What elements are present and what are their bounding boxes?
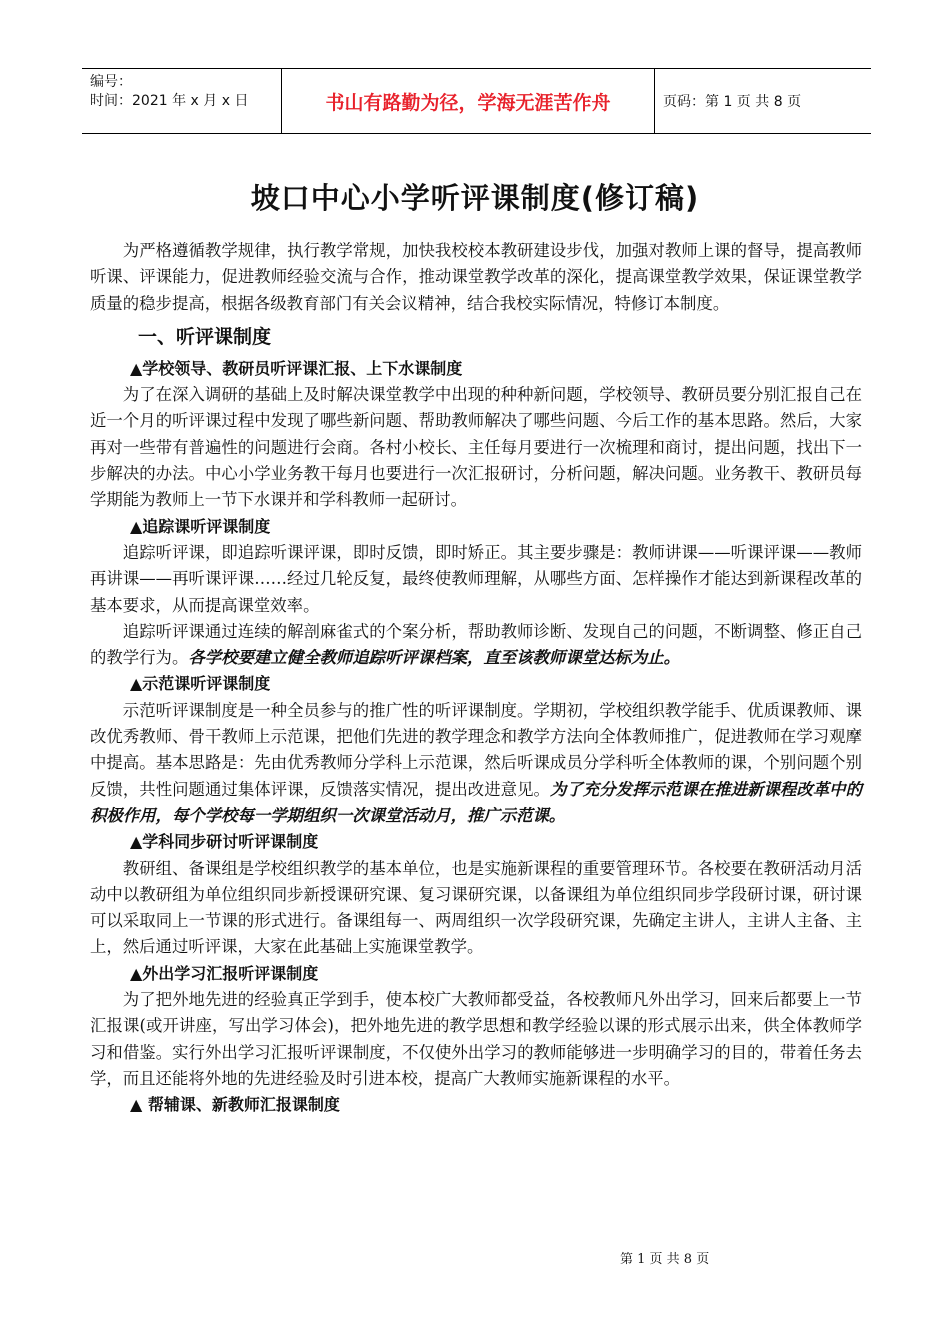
subsection-heading: ▲外出学习汇报听评课制度 — [130, 963, 319, 983]
header-page-info: 页码：第 1 页 共 8 页 — [663, 94, 802, 110]
subsection-heading: ▲学科同步研讨听评课制度 — [130, 832, 319, 852]
document-body — [90, 238, 862, 1119]
document-number-label: 编号： — [90, 74, 132, 90]
document-time-label: 时间：2021 年 x 月 x 日 — [90, 93, 249, 109]
paragraph — [90, 619, 862, 672]
paragraph-text: 追踪听评课通过连续的解剖麻雀式的个案分析，帮助教师诊断、发现自己的问题，不断调整、修正自己的教学行为。 — [90, 621, 862, 668]
page-footer: 第 1 页 共 8 页 — [620, 1252, 710, 1267]
paragraph-text: 示范听评课制度是一种全员参与的推广性的听评课制度。学期初，学校组织教学能手、优质课教师、课改优秀教师、骨干教师上示范课，把他们先进的教学理念和教学方法向全体教师推广，促进教师在学习观摩中提高。基本思路是：先由优秀教师分学科上示范课，然后听课成员分学科听全体教师的课，个别问题个别反馈，共性问题通过集体评课，反馈落实情况，提出改进意见。 — [90, 700, 862, 799]
paragraph: 为了把外地先进的经验真正学到手，使本校广大教师都受益，各校教师凡外出学习，回来后都要上一节汇报课(或开讲座，写出学习体会)，把外地先进的教学思想和教学经验以课的形式展示出来，供全体教师学习和借鉴。实行外出学习汇报听评课制度，不仅使外出学习的教师能够进一步明确学习的目的，带着任务去学，而且还能将外地的先进经验及时引进本校，提高广大教师实施新课程的水平。 — [90, 990, 862, 1088]
paragraph: 为了在深入调研的基础上及时解决课堂教学中出现的种种新问题，学校领导、教研员要分别汇报自己在近一个月的听评课过程中发现了哪些新问题、帮助教师解决了哪些问题、今后工作的基本思路。然后，大家再对一些带有普遍性的问题进行会商。各村小校长、主任每月要进行一次梳理和商讨，提出问题，找出下一步解决的办法。中心小学业务教干每月也要进行一次汇报研讨，分析问题，解决问题。业务教干、教研员每学期能为教师上一节下水课并和学科教师一起研讨。 — [90, 385, 862, 510]
emphasis-text: 各学校要建立健全教师追踪听评课档案，直至该教师课堂达标为止。 — [188, 648, 681, 668]
paragraph: 追踪听评课，即追踪听课评课，即时反馈，即时矫正。其主要步骤是：教师讲课——听课评课——教师再讲课——再听课评课……经过几轮反复，最终使教师理解，从哪些方面、怎样操作才能达到新课程改革的基本要求，从而提高课堂效率。 — [90, 542, 862, 615]
subsection-heading: ▲追踪课听评课制度 — [130, 516, 271, 536]
intro-paragraph: 为严格遵循教学规律，执行教学常规，加快我校校本教研建设步伐，加强对教师上课的督导，提高教师听课、评课能力，促进教师经验交流与合作，推动课堂教学改革的深化，提高课堂教学效果，保证课堂教学质量的稳步提高，根据各级教育部门有关会议精神，结合我校实际情况，特修订本制度。 — [90, 241, 862, 313]
subsection-heading: ▲学校领导、教研员听评课汇报、上下水课制度 — [130, 358, 463, 378]
paragraph: 教研组、备课组是学校组织教学的基本单位，也是实施新课程的重要管理环节。各校要在教研活动月活动中以教研组为单位组织同步新授课研究课、复习课研究课，以备课组为单位组织同步学段研讨课，研讨课可以采取同上一节课的形式进行。备课组每一、两周组织一次学段研究课，先确定主讲人，主讲人主备、主上，然后通过听评课，大家在此基础上实施课堂教学。 — [90, 858, 862, 957]
page-title: 坡口中心小学听评课制度(修订稿) — [250, 181, 700, 215]
emphasis-text: 为了充分发挥示范课在推进新课程改革中的积极作用，每个学校每一学期组织一次课堂活动月，推广示范课。 — [90, 779, 863, 825]
paragraph — [90, 698, 862, 829]
page-header — [82, 68, 871, 134]
header-meta — [82, 69, 282, 133]
subsection-heading: ▲ 帮辅课、新教师汇报课制度 — [130, 1095, 340, 1115]
subsection-heading: ▲示范课听评课制度 — [130, 674, 271, 694]
header-motto: 书山有路勤为径，学海无涯苦作舟 — [282, 69, 655, 133]
section-heading: 一、听评课制度 — [138, 325, 272, 348]
